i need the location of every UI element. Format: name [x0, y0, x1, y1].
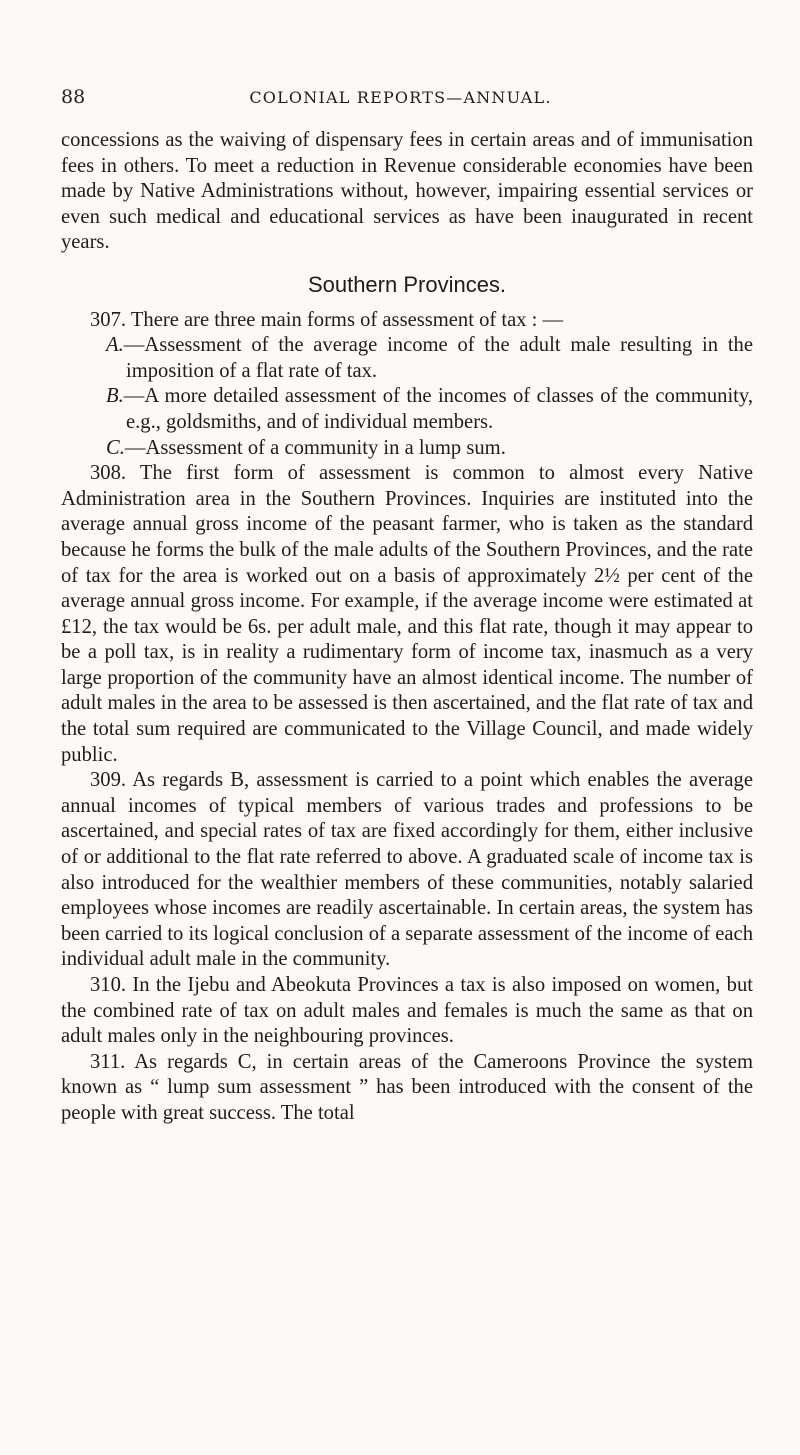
page-header	[61, 86, 740, 112]
page-number: 88	[61, 86, 86, 108]
paragraph-text: There are three main forms of assessment of tax : —	[130, 308, 564, 331]
paragraph-number: 308.	[90, 462, 127, 485]
assessment-form-c	[106, 436, 753, 462]
item-label: C.	[106, 436, 125, 459]
assessment-form-a	[106, 333, 753, 384]
paragraph-number: 311.	[90, 1050, 126, 1073]
running-head: COLONIAL REPORTS—ANNUAL.	[249, 88, 552, 107]
item-text: —A more detailed assessment of the incomes of classes of the community, e.g., goldsmiths, and of individual members.	[123, 385, 753, 433]
item-label: B.	[106, 385, 124, 408]
paragraph-309	[61, 768, 753, 973]
paragraph-text: In the Ijebu and Abeokuta Provinces a tax is also imposed on women, but the combined rate of tax on adult males and females is much the same as that on adult males only in the neighbouring provinces.	[61, 974, 753, 1048]
paragraph-number: 309.	[90, 769, 127, 792]
body-text	[61, 128, 753, 1127]
paragraph-311	[61, 1050, 753, 1127]
section-heading: Southern Provinces.	[307, 271, 507, 297]
paragraph-number: 310.	[90, 974, 127, 996]
paragraph-text: As regards C, in certain areas of the Cameroons Province the system known as “ lump sum assessment ” has been introduced with the consent of the people with great success. The total	[61, 1050, 753, 1124]
paragraph-text: The first form of assessment is common to almost every Native Administration area in the Southern Provinces. Inquiries are instituted into the average annual gross income of the peasant farmer, who is taken as the standard because he forms the bulk of the male adults of the Southern Provinces, and the rate of tax for the area is worked out on a basis of approximately 2½ per cent of the average annual gross income. For example, if the average income were estimated at £12, the tax would be 6s. per adult male, and this flat rate, though it may appear to be a poll tax, is in reality a rudimentary form of income tax, inasmuch as a very large proportion of the community have an almost identical income. The number of adult males in the area to be assessed is then ascertained, and the flat rate of tax and the total sum required are communicated to the Village Council, and made widely public.	[61, 462, 753, 766]
paragraph-310	[61, 973, 753, 1050]
paragraph-308	[61, 461, 753, 768]
paragraph-number: 307.	[90, 308, 127, 331]
item-label: A.	[106, 334, 124, 357]
intro-paragraph: concessions as the waiving of dispensary fees in certain areas and of immunisation fees in others. To meet a reduction in Revenue considerable economies have been made by Native Administrations without, however, impairing essential services or even such medical and educational services as have been inaugurated in recent years.	[61, 129, 753, 254]
paragraph-text: As regards B, assessment is carried to a point which enables the average annual incomes of typical members of various trades and professions to be ascertained, and special rates of tax are fixed accordingly for them, either inclusive of or additional to the flat rate referred to above. A graduated scale of income tax is also introduced for the wealthier members of these communities, notably salaried employees whose incomes are readily ascertainable. In certain areas, the system has been carried to its logical conclusion of a separate assessment of the income of each individual adult male in the community.	[61, 769, 753, 971]
assessment-form-b	[106, 384, 753, 435]
item-text: —Assessment of the average income of the adult male resulting in the imposition of a flat rate of tax.	[123, 334, 753, 382]
item-text: —Assessment of a community in a lump sum.	[124, 436, 506, 459]
paragraph-307	[61, 308, 753, 334]
